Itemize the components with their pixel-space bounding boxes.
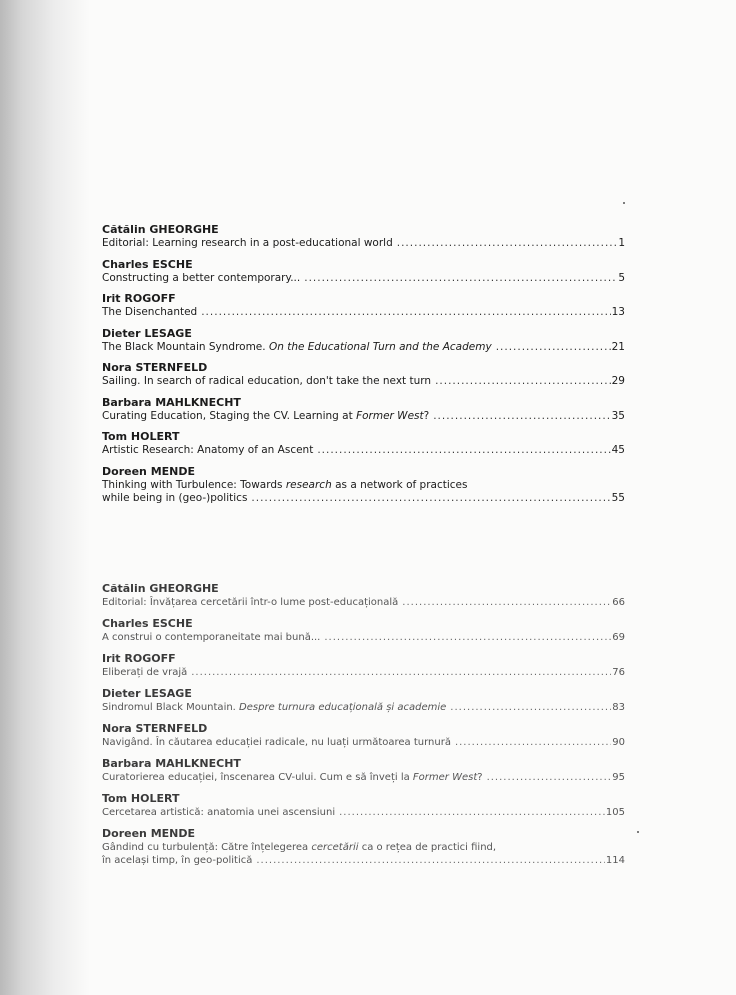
entry-page-number: 105 bbox=[605, 807, 625, 818]
entry-author: Charles ESCHE bbox=[102, 257, 193, 271]
entry-page-number: 13 bbox=[611, 306, 625, 318]
entry-title: Editorial: Învățarea cercetării într-o lume post-educațională bbox=[102, 597, 399, 608]
leader-dots bbox=[256, 854, 605, 867]
leader-dots bbox=[433, 410, 610, 423]
entry-line bbox=[102, 444, 625, 457]
leader-dots bbox=[317, 444, 610, 457]
entry-line bbox=[102, 410, 625, 423]
entry-page-number: 66 bbox=[612, 597, 625, 608]
entry-title-italic: Despre turnura educațională și academie bbox=[239, 702, 447, 713]
entry-line bbox=[102, 596, 625, 609]
toc-entry[interactable] bbox=[102, 430, 625, 457]
entry-title: Editorial: Learning research in a post-educational world bbox=[102, 237, 393, 249]
entry-title: Sailing. In search of radical education, don't take the next turn bbox=[102, 375, 432, 387]
leader-dots bbox=[455, 736, 611, 749]
entry-title-line-2: în același timp, în geo-politică bbox=[102, 855, 253, 866]
entry-page-number: 55 bbox=[611, 491, 625, 504]
entry-line bbox=[102, 492, 625, 505]
entry-title: Sindromul Black Mountain. Despre turnura educațională și academie bbox=[102, 702, 447, 713]
entry-page-number: 90 bbox=[612, 737, 625, 748]
entry-author: Doreen MENDE bbox=[102, 827, 196, 840]
toc-entry[interactable] bbox=[102, 722, 625, 749]
entry-title: Constructing a better contemporary... bbox=[102, 271, 301, 284]
entry-page-number: 45 bbox=[611, 444, 625, 456]
entry-author: Doreen MENDE bbox=[102, 464, 196, 478]
entry-author: Dieter LESAGE bbox=[102, 687, 192, 700]
toc-entry[interactable] bbox=[102, 465, 625, 505]
toc-entry[interactable] bbox=[102, 258, 625, 285]
toc-english bbox=[102, 223, 625, 512]
entry-author: Irit ROGOFF bbox=[102, 292, 176, 305]
entry-title: Navigând. În căutarea educației radicale, nu luați următoarea turnură bbox=[102, 737, 451, 748]
leader-dots bbox=[402, 596, 611, 609]
page-spine-shadow bbox=[0, 0, 90, 995]
toc-entry[interactable] bbox=[102, 687, 625, 714]
entry-title: The Black Mountain Syndrome. On the Educational Turn and the Academy bbox=[102, 340, 492, 353]
entry-title: The Disenchanted bbox=[102, 306, 198, 318]
leader-dots bbox=[304, 272, 617, 285]
entry-title: A construi o contemporaneitate mai bună... bbox=[102, 632, 321, 643]
entry-author: Cătălin GHEORGHE bbox=[102, 582, 219, 595]
entry-title: Curatorierea educației, înscenarea CV-ului. Cum e să înveți la Former West? bbox=[102, 772, 483, 783]
entry-author: Barbara MAHLKNECHT bbox=[102, 395, 241, 409]
entry-author: Tom HOLERT bbox=[102, 792, 180, 805]
entry-title-line-1: Thinking with Turbulence: Towards research as a network of practices bbox=[102, 478, 468, 491]
toc-entry[interactable] bbox=[102, 652, 625, 679]
leader-dots bbox=[191, 666, 611, 679]
entry-line bbox=[102, 806, 625, 819]
entry-page-number: 69 bbox=[612, 632, 625, 643]
entry-line bbox=[102, 854, 625, 867]
entry-title: Curating Education, Staging the CV. Learning at Former West? bbox=[102, 409, 430, 422]
leader-dots bbox=[397, 237, 618, 250]
entry-line bbox=[102, 341, 625, 354]
leader-dots bbox=[339, 806, 605, 819]
entry-page-number: 5 bbox=[618, 271, 625, 284]
leader-dots bbox=[201, 306, 610, 319]
entry-title: Cercetarea artistică: anatomia unei ascensiuni bbox=[102, 807, 336, 818]
entry-page-number: 1 bbox=[618, 237, 625, 249]
toc-entry[interactable] bbox=[102, 223, 625, 250]
leader-dots bbox=[435, 375, 611, 388]
entry-author: Cătălin GHEORGHE bbox=[102, 223, 219, 236]
entry-title-italic: On the Educational Turn and the Academy bbox=[268, 340, 492, 353]
toc-entry[interactable] bbox=[102, 292, 625, 319]
toc-romanian bbox=[102, 582, 625, 875]
entry-page-number: 29 bbox=[611, 375, 625, 387]
leader-dots bbox=[496, 341, 611, 354]
toc-entry[interactable] bbox=[102, 827, 625, 867]
entry-title-italic: Former West bbox=[356, 409, 424, 422]
entry-title-italic: research bbox=[285, 478, 332, 491]
entry-author: Tom HOLERT bbox=[102, 430, 180, 443]
entry-author: Irit ROGOFF bbox=[102, 652, 176, 665]
entry-title-italic: cercetării bbox=[311, 842, 359, 853]
leader-dots bbox=[450, 701, 611, 714]
entry-author: Nora STERNFELD bbox=[102, 361, 208, 374]
entry-line bbox=[102, 736, 625, 749]
entry-line bbox=[102, 666, 625, 679]
toc-entry[interactable] bbox=[102, 757, 625, 784]
entry-page-number: 95 bbox=[612, 772, 625, 783]
entry-page-number: 21 bbox=[611, 340, 625, 353]
entry-title-line-1: Gândind cu turbulență: Către înțelegerea cercetării ca o rețea de practici fiind, bbox=[102, 842, 497, 853]
toc-entry[interactable] bbox=[102, 361, 625, 388]
entry-page-number: 35 bbox=[611, 409, 625, 422]
entry-line bbox=[102, 375, 625, 388]
toc-entry[interactable] bbox=[102, 582, 625, 609]
entry-line bbox=[102, 631, 625, 644]
entry-line bbox=[102, 237, 625, 250]
toc-entry[interactable] bbox=[102, 396, 625, 423]
entry-author: Nora STERNFELD bbox=[102, 722, 208, 735]
entry-line bbox=[102, 701, 625, 714]
toc-entry[interactable] bbox=[102, 617, 625, 644]
entry-page-number: 114 bbox=[605, 855, 625, 866]
leader-dots bbox=[487, 771, 612, 784]
entry-page-number: 83 bbox=[612, 702, 625, 713]
entry-author: Dieter LESAGE bbox=[102, 326, 192, 340]
toc-entry[interactable] bbox=[102, 327, 625, 354]
entry-line bbox=[102, 272, 625, 285]
entry-title-italic: Former West bbox=[412, 772, 478, 783]
entry-author: Barbara MAHLKNECHT bbox=[102, 757, 241, 770]
entry-title: Eliberați de vrajă bbox=[102, 667, 188, 678]
toc-entry[interactable] bbox=[102, 792, 625, 819]
entry-line bbox=[102, 306, 625, 319]
leader-dots bbox=[324, 631, 611, 644]
entry-title-line-2: while being in (geo-)politics bbox=[102, 491, 248, 504]
speck bbox=[623, 202, 625, 204]
leader-dots bbox=[251, 492, 610, 505]
entry-page-number: 76 bbox=[612, 667, 625, 678]
speck bbox=[637, 831, 639, 833]
entry-author: Charles ESCHE bbox=[102, 617, 193, 630]
entry-title: Artistic Research: Anatomy of an Ascent bbox=[102, 444, 314, 456]
entry-line bbox=[102, 771, 625, 784]
